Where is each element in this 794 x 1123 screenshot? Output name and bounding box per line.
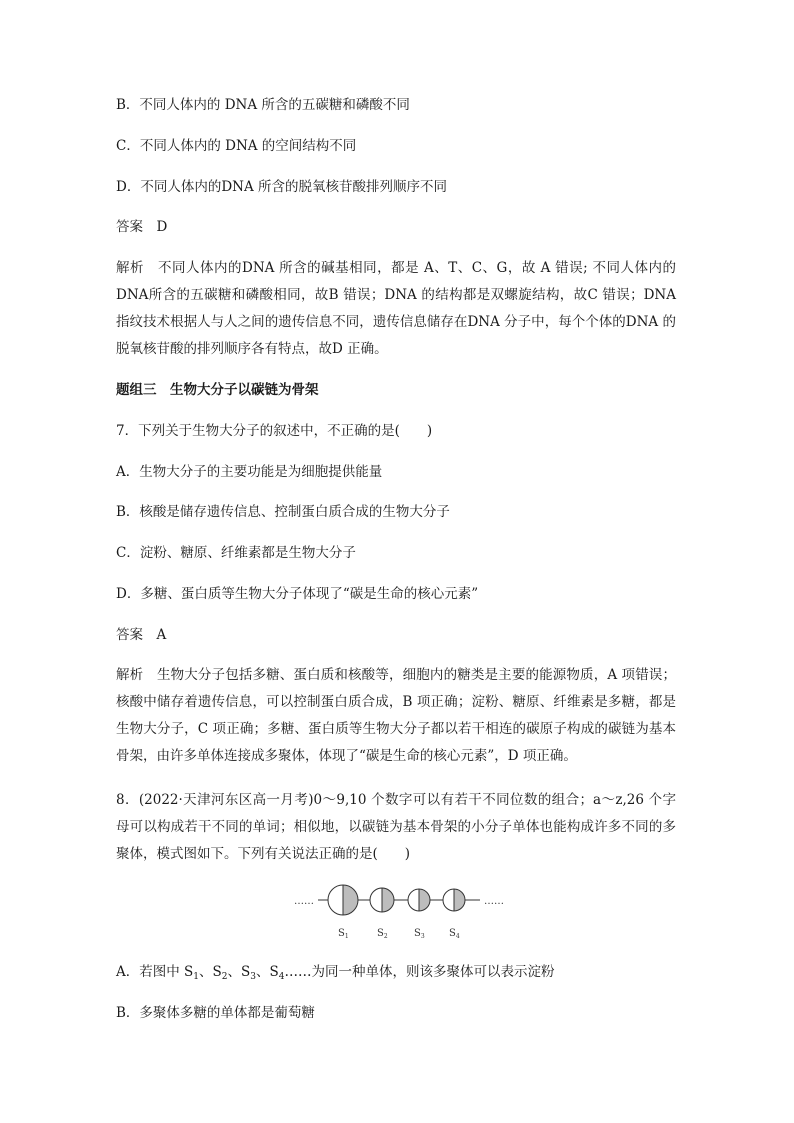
polymer-diagram [290,882,510,942]
q6-answer: 答案 D [116,219,168,235]
q7-option-b: B．核酸是储存遗传信息、控制蛋白质合成的生物大分子 [116,504,450,520]
q8-option-a: A．若图中 $S_1$、$S_2$、$S_3$、$S_4\dots\dots$为同一种单体，则该多聚体可以表示淀粉 [116,964,555,982]
diagram-left-dots: …… [294,896,314,907]
label-s3: $S_3$ [414,928,425,940]
label-s1: $S_1$ [338,928,349,940]
q7-analysis: 解析 生物大分子包括多糖、蛋白质和核酸等，细胞内的糖类是主要的能源物质，A 项错误；核酸中储存着遗传信息，可以控制蛋白质合成，B 项正确；淀粉、糖原、纤维素是多糖，都是生物大分子，C 项正确；多糖、蛋白质等生物大分子都以若干相连的碳原子构成的碳链为基本骨架，由许多单体连接成多聚体，体现了“碳是生命的核心元素”，D 项正确。 [116,667,676,764]
monomer-s1 [328,885,358,915]
q6-option-b: B．不同人体内的 DNA 所含的五碳糖和磷酸不同 [116,97,410,113]
q6-option-d: D．不同人体内的DNA 所含的脱氧核苷酸排列顺序不同 [116,179,447,195]
monomer-s2 [370,888,394,912]
label-s2: $S_2$ [377,928,388,940]
monomer-s3 [408,889,430,911]
q7-option-d: D．多糖、蛋白质等生物大分子体现了“碳是生命的核心元素” [116,586,479,602]
q6-analysis: 解析 不同人体内的DNA 所含的碱基相同，都是 A、T、C、G，故 A 错误; 不同人体内的DNA所含的五碳糖和磷酸相同，故B 错误；DNA 的结构都是双螺旋结构，故C 错误；DNA 指纹技术根据人与人之间的遗传信息不同，遗传信息储存在DNA 分子中，每个个体的DNA 的脱氧核苷酸的排列顺序各有特点，故D 正确。 [116,260,676,357]
label-s4: $S_4$ [449,928,460,940]
q8-option-b: B．多聚体多糖的单体都是葡萄糖 [116,1005,315,1021]
diagram-right-dots: …… [484,896,504,907]
q7-answer: 答案 A [116,627,167,643]
q8-stem: 8．(2022·天津河东区高一月考)0～9,10 个数字可以有若干不同位数的组合；a～z,26 个字母可以构成若干不同的单词；相似地，以碳链为基本骨架的小分子单体也能构成许多不同的多聚体，模式图如下。下列有关说法正确的是( ) [116,792,676,862]
q7-stem: 7．下列关于生物大分子的叙述中，不正确的是( ) [116,423,433,439]
monomer-s4 [443,889,465,911]
q7-option-a: A．生物大分子的主要功能是为细胞提供能量 [116,464,383,480]
q7-option-c: C．淀粉、糖原、纤维素都是生物大分子 [116,545,356,561]
q6-option-c: C．不同人体内的 DNA 的空间结构不同 [116,138,357,154]
group3-title: 题组三 生物大分子以碳链为骨架 [116,382,319,398]
